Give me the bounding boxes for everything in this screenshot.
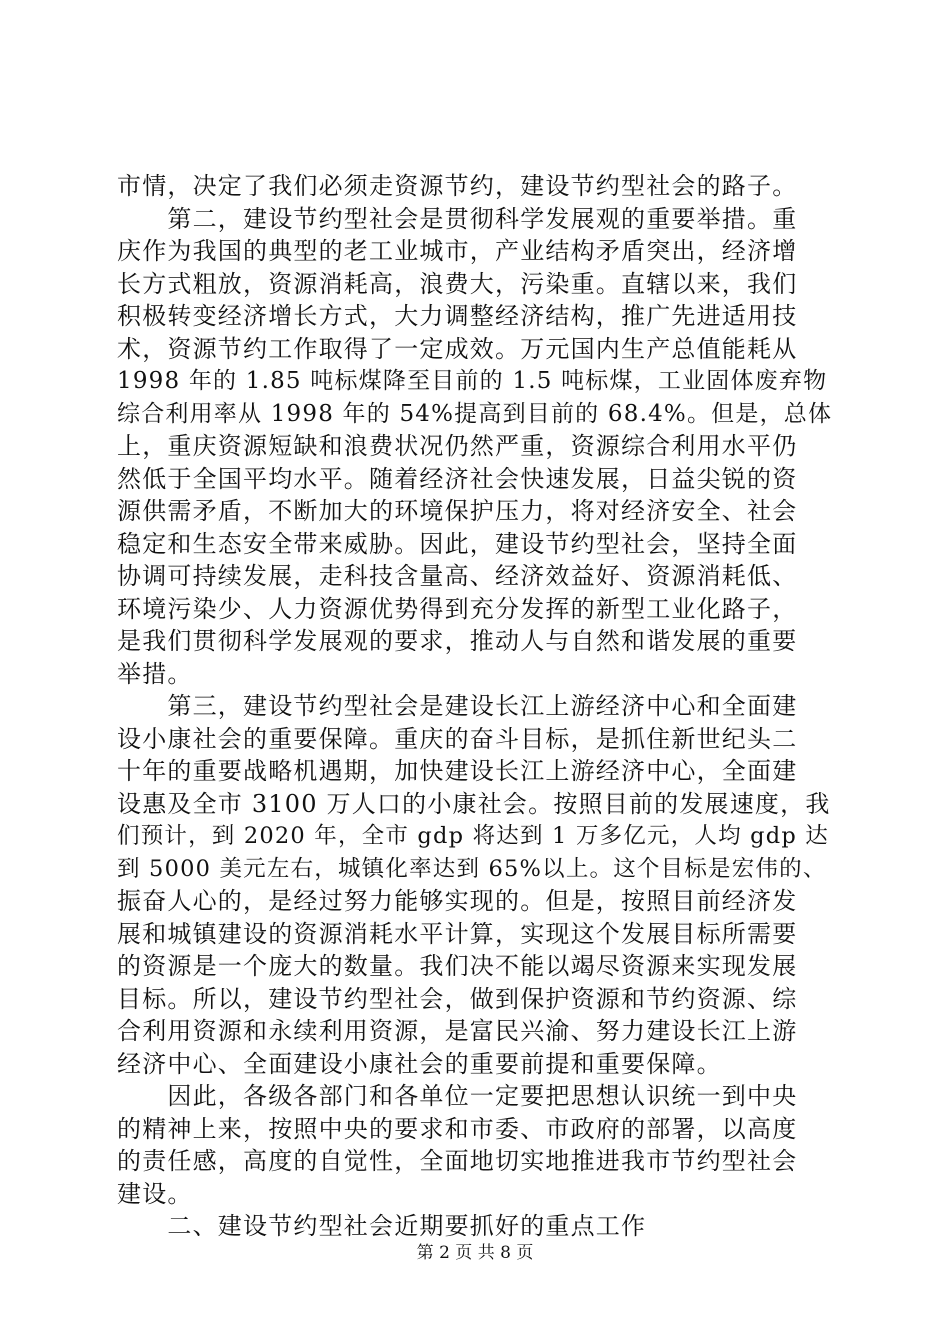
text-line: 因此，各级各部门和各单位一定要把思想认识统一到中央 [117, 1082, 798, 1110]
text-line: 第三，建设节约型社会是建设长江上游经济中心和全面建 [117, 692, 798, 720]
text-line: 振奋人心的，是经过努力能够实现的。但是，按照目前经济发 [117, 887, 798, 915]
text-line: 综合利用率从 1998 年的 54%提高到目前的 68.4%。但是，总体 [117, 400, 833, 427]
text-line: 设惠及全市 3100 万人口的小康社会。按照目前的发展速度，我 [117, 789, 831, 818]
text-line: 长方式粗放，资源消耗高，浪费大，污染重。直辖以来，我们 [117, 269, 798, 298]
text-line: 到 5000 美元左右，城镇化率达到 65%以上。这个目标是宏伟的、 [117, 855, 827, 882]
text-line: 源供需矛盾，不断加大的环境保护压力，将对经济安全、社会 [117, 497, 798, 525]
text-line: 稳定和生态安全带来威胁。因此，建设节约型社会，坚持全面 [117, 529, 798, 558]
text-line: 术，资源节约工作取得了一定成效。万元国内生产总值能耗从 [117, 334, 798, 363]
text-line: 目标。所以，建设节约型社会，做到保护资源和节约资源、综 [117, 984, 798, 1013]
document-body [117, 170, 837, 1243]
text-line: 经济中心、全面建设小康社会的重要前提和重要保障。 [117, 1049, 722, 1078]
text-line: 二、建设节约型社会近期要抓好的重点工作 [117, 1212, 647, 1240]
text-line: 然低于全国平均水平。随着经济社会快速发展，日益尖锐的资 [117, 464, 798, 493]
text-line: 积极转变经济增长方式，大力调整经济结构，推广先进适用技 [117, 302, 798, 330]
text-line: 设小康社会的重要保障。重庆的奋斗目标，是抓住新世纪头二 [117, 724, 798, 753]
text-line: 环境污染少、人力资源优势得到充分发挥的新型工业化路子， [117, 594, 798, 623]
text-line: 庆作为我国的典型的老工业城市，产业结构矛盾突出，经济增 [117, 237, 798, 265]
text-line: 协调可持续发展，走科技含量高、经济效益好、资源消耗低、 [117, 562, 798, 590]
page-footer: 第 2 页 共 8 页 [416, 1243, 534, 1263]
text-line: 建设。 [117, 1179, 193, 1208]
text-line: 第二，建设节约型社会是贯彻科学发展观的重要举措。重 [117, 204, 798, 233]
text-line: 的责任感，高度的自觉性，全面地切实地推进我市节约型社会 [117, 1147, 798, 1175]
text-line: 1998 年的 1.85 吨标煤降至目前的 1.5 吨标煤，工业固体废弃物 [117, 368, 828, 394]
text-line: 十年的重要战略机遇期，加快建设长江上游经济中心，全面建 [117, 757, 798, 785]
text-line: 是我们贯彻科学发展观的要求，推动人与自然和谐发展的重要 [117, 627, 798, 655]
text-line: 合利用资源和永续利用资源，是富民兴渝、努力建设长江上游 [117, 1017, 798, 1045]
text-line: 展和城镇建设的资源消耗水平计算，实现这个发展目标所需要 [117, 919, 798, 948]
text-line: 举措。 [117, 659, 193, 688]
text-line: 的资源是一个庞大的数量。我们决不能以竭尽资源来实现发展 [117, 952, 798, 980]
text-line: 上，重庆资源短缺和浪费状况仍然严重，资源综合利用水平仍 [117, 432, 798, 460]
text-line: 市情，决定了我们必须走资源节约，建设节约型社会的路子。 [117, 172, 798, 200]
text-line: 的精神上来，按照中央的要求和市委、市政府的部署，以高度 [117, 1114, 798, 1143]
text-line: 们预计，到 2020 年，全市 gdp 将达到 1 万多亿元，人均 gdp 达 [117, 823, 830, 849]
